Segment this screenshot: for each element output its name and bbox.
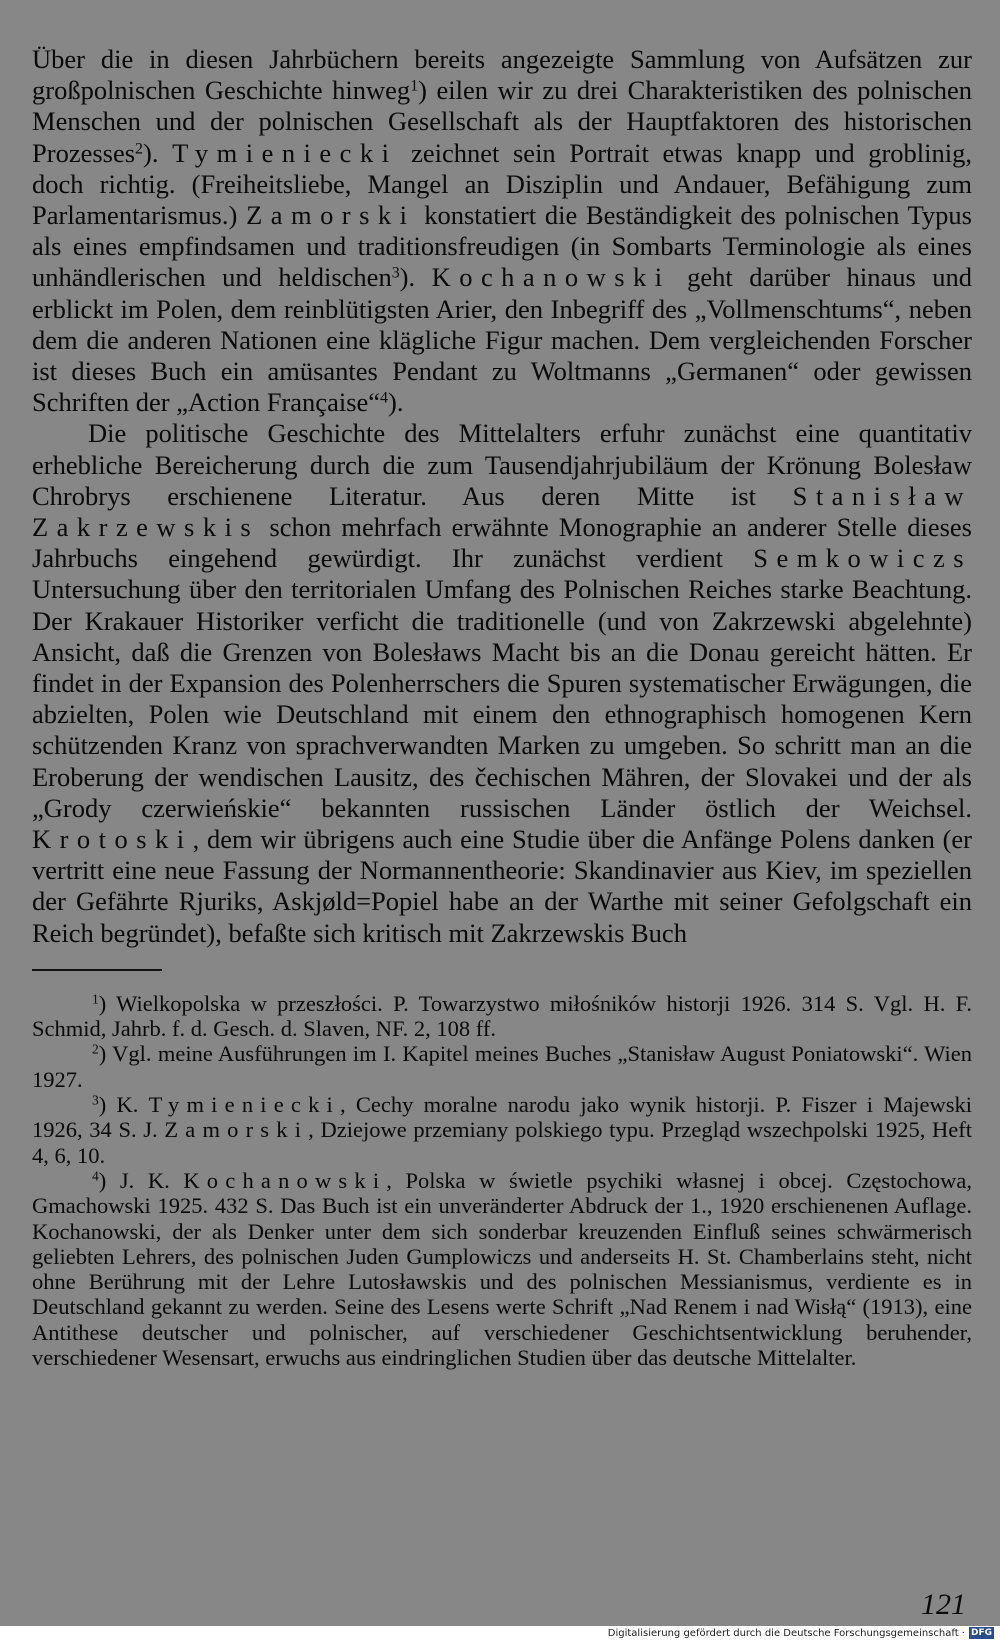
text-run: schon mehrfach erwähnte Monographie an anderer Stelle dieses Jahrbuchs eingehend gewürdigt. Ihr zunächst verdient: [32, 512, 972, 574]
spaced-name: Stanisław Zakrzewskis: [32, 480, 972, 543]
spaced-name: Kochanowski: [431, 262, 671, 293]
text-run: , Polska w świetle psychiki własnej i obcej. Częstochowa, Gmachowski 1925. 432 S. Das Buch ist ein unveränderter Abdruck der 1., 1920 erschienenen Auflage. Kochanowski, der als Denker unter dem sich sonderbar kreuzenden Einfluß seines schwärmerisch geliebten Lehrers, des polnischen Juden Gumplowiczs und anderseits H. St. Chamberlains steht, nicht ohne Berührung mit der Lehre Lutosławskis und des polnischen Messianismus, verdiente es in Deutschland gekannt zu werden. Seine des Lesens werte Schrift „Nad Renem i nad Wisłą“ (1913), eine Antithese deutscher und polnischer, auf verschiedener Geschichtsentwicklung beruhender, verschiedener Wesensart, erwuchs aus eindringlichen Studien über das deutsche Mittelalter.: [32, 1167, 973, 1371]
text-run: ).: [399, 262, 432, 293]
footer-text: Digitalisierung gefördert durch die Deutsche Forschungsgemeinschaft ·: [607, 1628, 965, 1639]
spaced-name: Kochanowski: [183, 1167, 387, 1193]
footnote-marker: 2: [135, 139, 143, 157]
footnote-marker: 1: [92, 991, 99, 1007]
spaced-name: Tymieniecki: [148, 1092, 340, 1118]
digitization-footer: [0, 1626, 1000, 1642]
text-run: , Dziejowe przemiany polskiego typu. Przegląd wszechpolski 1925, Heft 4, 6, 10.: [32, 1117, 972, 1168]
dfg-logo-icon: DFG: [970, 1628, 992, 1638]
text-run: ).: [388, 387, 404, 418]
footnote: [32, 1168, 972, 1370]
text-run: Die politische Geschichte des Mittelalters erfuhr zunächst eine quantitativ erhebliche Bereicherung durch die zum Tausendjahrjubiläum der Krönung Bolesław Chrobrys erschienene Literatur. Aus deren Mitte ist: [32, 418, 972, 511]
footnote: [32, 1041, 972, 1092]
footnote-marker: 3: [92, 1092, 99, 1108]
scanned-page: [32, 44, 972, 1370]
footnote-marker: 4: [92, 1168, 99, 1184]
footnote-marker: 2: [92, 1042, 99, 1058]
spaced-name: Semkowiczs: [753, 543, 972, 574]
text-run: , dem wir übrigens auch eine Studie über die Anfänge Polens danken (er vertritt eine neue Fassung der Normannentheorie: Skandinavier aus Kiev, im speziellen der Gefährte Rjuriks, Askjøld=Popiel habe an der Warthe mit seiner Gefolgschaft ein Reich begründet), befaßte sich kritisch mit Zakrzewskis Buch: [32, 824, 972, 948]
spaced-name: Zamorski: [164, 1117, 309, 1143]
footnote: [32, 991, 972, 1042]
text-run: Über die in diesen Jahrbüchern bereits angezeigte Sammlung von Aufsätzen zur großpolnischen Geschichte hinweg: [32, 44, 972, 106]
text-run: , Cechy moralne narodu jako wynik historji. P. Fiszer i Majewski 1926, 34 S. J.: [32, 1092, 972, 1143]
text-run: geht darüber hinaus und erblickt im Polen, dem reinblütigsten Arier, den Inbegriff des „Vollmenschtums“, neben dem die anderen Nationen eine klägliche Figur machen. Dem vergleichenden Forscher ist dieses Buch ein amüsantes Pendant zu Woltmanns „Germanen“ oder gewissen Schriften der „Action Française“: [32, 262, 973, 418]
main-text: [32, 44, 972, 949]
text-run: ) J. K.: [98, 1167, 184, 1193]
footnote-marker: 4: [380, 389, 388, 407]
footnote-marker: 1: [410, 77, 419, 95]
spaced-name: Tymieniecki: [172, 137, 398, 168]
paragraph: [32, 44, 972, 418]
footnote-marker: 3: [391, 264, 400, 282]
text-run: ) Wielkopolska w przeszłości. P. Towarzystwo miłośników historji 1926. 314 S. Vgl. H. F. Schmid, Jahrb. f. d. Gesch. d. Slaven, NF. 2, 108 ff.: [32, 990, 972, 1042]
footnote-separator: [32, 969, 162, 971]
text-run: konstatiert die Beständigkeit des polnischen Typus als eines empfindsamen und traditionsfreudigen (in Sombarts Terminologie als eines unhändlerischen und heldischen: [32, 200, 972, 293]
text-run: ) eilen wir zu drei Charakteristiken des polnischen Menschen und der polnischen Gesellschaft als der Hauptfaktoren des historischen Prozesses: [32, 75, 972, 168]
footnote: [32, 1092, 972, 1168]
footnotes: [32, 991, 972, 1370]
spaced-name: Krotoski: [32, 824, 193, 855]
paragraph: [32, 418, 972, 948]
text-run: ) Vgl. meine Ausführungen im I. Kapitel meines Buches „Stanisław August Poniatowski“. Wien 1927.: [32, 1041, 972, 1092]
text-run: zeichnet sein Portrait etwas knapp und groblinig, doch richtig. (Freiheitsliebe, Mangel an Disziplin und Andauer, Befähigung zum Parlamentarismus.): [32, 137, 972, 231]
page-number: 121: [921, 1588, 966, 1621]
spaced-name: Zamorski: [246, 200, 416, 231]
text-run: ) K.: [98, 1092, 149, 1118]
text-run: ).: [143, 137, 173, 168]
text-run: Untersuchung über den territorialen Umfang des Polnischen Reiches starke Beachtung. Der Krakauer Historiker verficht die traditionelle (und von Zakrzewski abgelehnte) Ansicht, daß die Grenzen von Bolesławs Macht bis an die Donau gereicht hätten. Er findet in der Expansion des Polenherrschers die Spuren systematischer Erwägungen, die abzielten, Polen wie Deutschland mit einem den ethnographisch homogenen Kern schützenden Kranz von sprachverwandten Marken zu umgeben. So schritt man an die Eroberung der wendischen Lausitz, des čechischen Mähren, der Slovakei und der als „Grody czerwieńskie“ bekannten russischen Länder östlich der Weichsel.: [32, 574, 972, 823]
